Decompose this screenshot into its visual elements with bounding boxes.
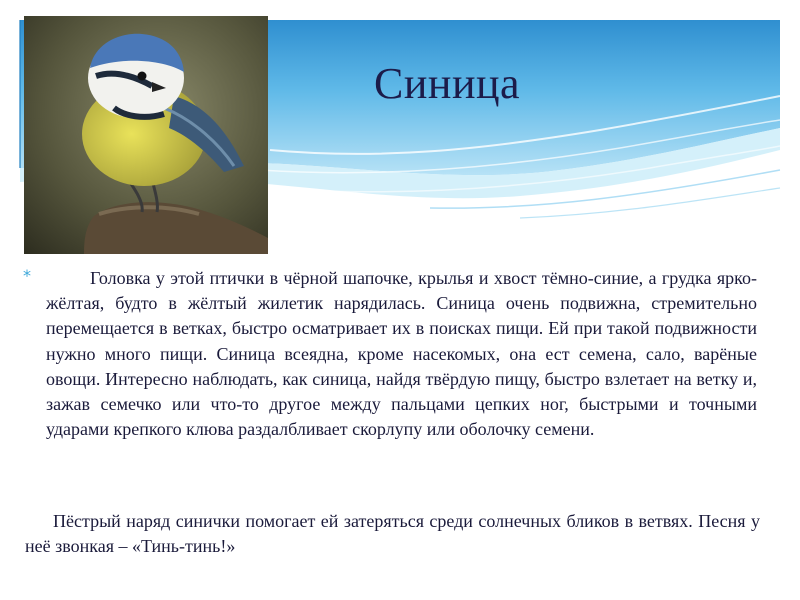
paragraph-song: Пёстрый наряд синички помогает ей затеряться среди солнечных бликов в ветвях. Песня у неё звонкая – «Тинь-тинь!» — [25, 511, 760, 557]
slide-title: Синица — [374, 59, 521, 108]
blue-tit-bird-photo — [24, 16, 268, 254]
bullet-marker: * — [23, 266, 31, 285]
paragraph-main: Головка у этой птички в чёрной шапочке, крылья и хвост тёмно-синие, а грудка ярко-жёлтая, будто в жёлтый жилетик нарядилась. Синица очень подвижна, стремительно перемещается в ветках, быстро осматривает их в поисках пищи. Ей при такой подвижности нужно много пищи. Синица всеядна, кроме насекомых, она ест семена, сало, варёные овощи. Интересно наблюдать, как синица, найдя твёрдую пищу, быстро взлетает на ветку и, зажав семечко или что-то другое между пальцами цепких ног, быстрыми и точными ударами крепкого клюва раздалбливает скорлупу или оболочку семени. — [46, 268, 757, 440]
